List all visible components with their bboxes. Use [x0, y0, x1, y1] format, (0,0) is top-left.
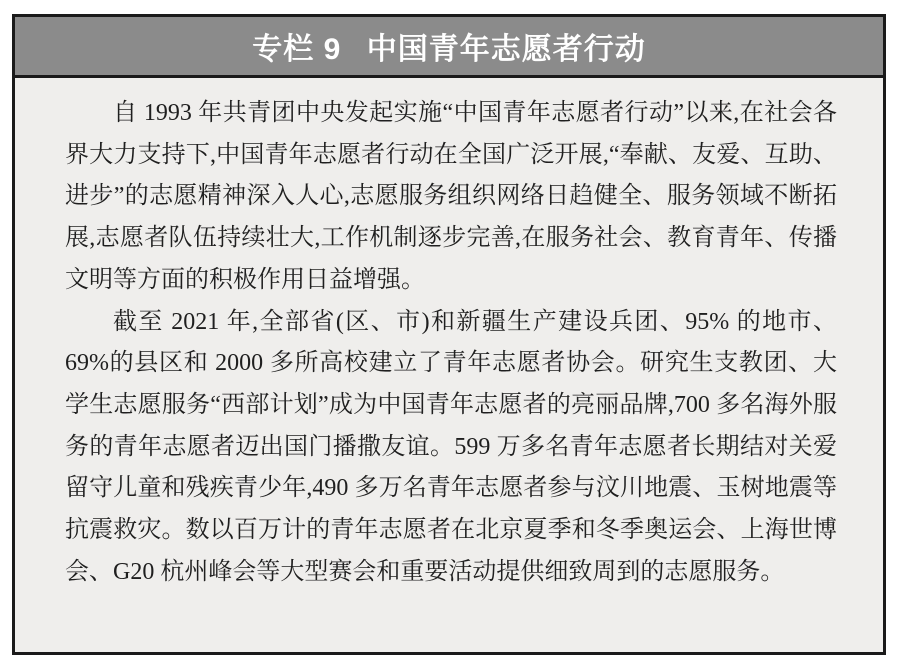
paragraph: 截至 2021 年,全部省(区、市)和新疆生产建设兵团、95% 的地市、69%的县区和 2000 多所高校建立了青年志愿者协会。研究生支教团、大学生志愿服务“西部计划”成为中国青年志愿者的亮丽品牌,700 多名海外服务的青年志愿者迈出国门播撒友谊。599 万多名青年志愿者长期结对关爱留守儿童和残疾青少年,490 多万名青年志愿者参与汶川地震、玉树地震等抗震救灾。数以百万计的青年志愿者在北京夏季和冬季奥运会、上海世博会、G20 杭州峰会等大型赛会和重要活动提供细致周到的志愿服务。 [65, 308, 837, 585]
column-title: 中国青年志愿者行动 [366, 33, 646, 66]
column-box [12, 14, 886, 655]
column-box-body [15, 78, 883, 593]
column-box-header [15, 17, 883, 78]
paragraph: 自 1993 年共青团中央发起实施“中国青年志愿者行动”以来,在社会各界大力支持下,中国青年志愿者行动在全国广泛开展,“奉献、友爱、互助、进步”的志愿精神深入人心,志愿服务组织网络日趋健全、服务领域不断拓展,志愿者队伍持续壮大,工作机制逐步完善,在服务社会、教育青年、传播文明等方面的积极作用日益增强。 [65, 100, 837, 293]
column-number-label: 专栏 9 [252, 33, 342, 66]
